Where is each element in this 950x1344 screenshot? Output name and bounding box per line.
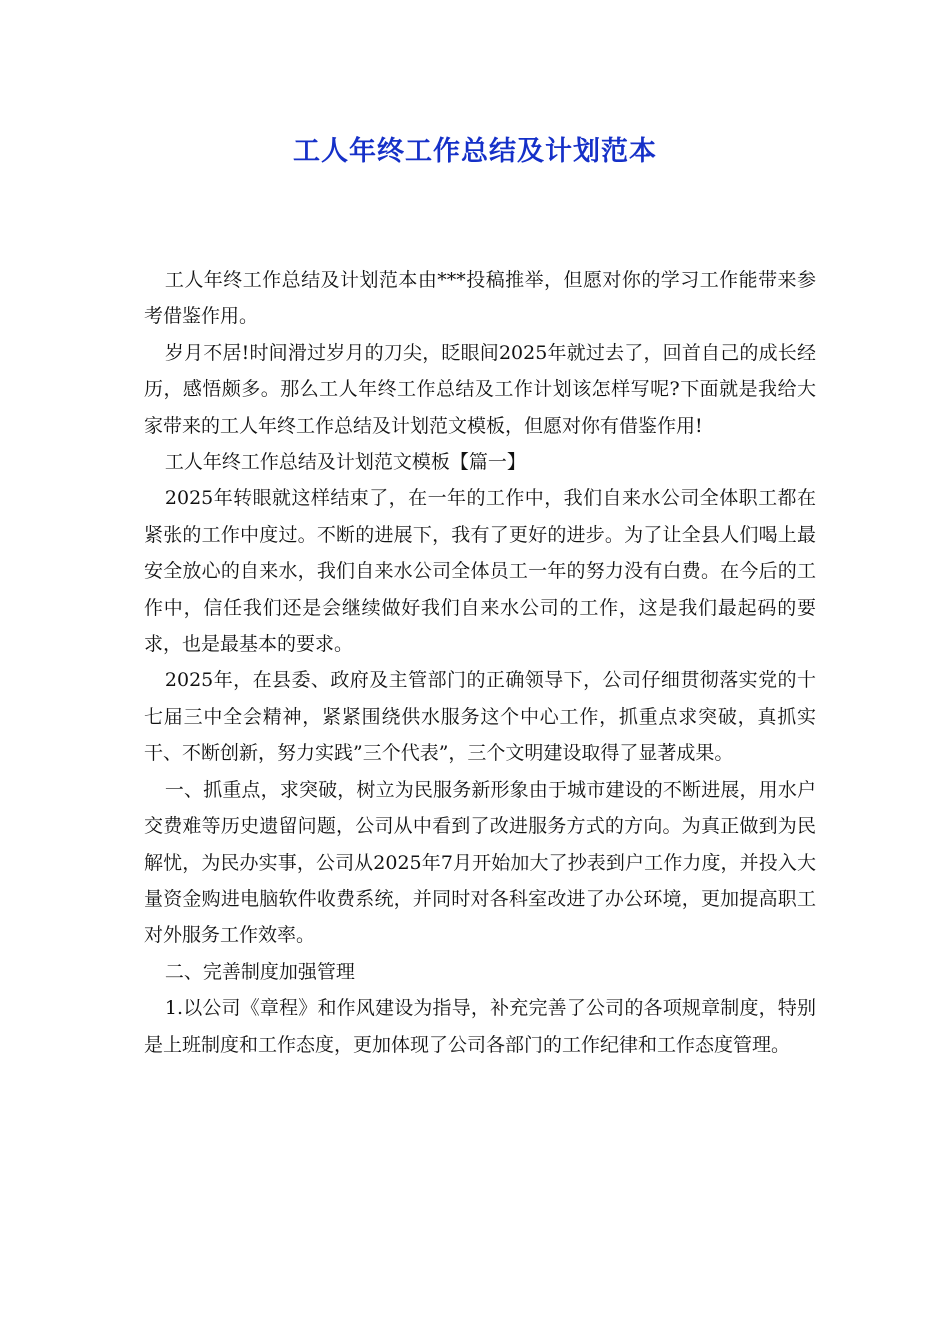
paragraph-item-two-point-one: 1.以公司《章程》和作风建设为指导，补充完善了公司的各项规章制度，特别是上班制度和工作态度，更加体现了公司各部门的工作纪律和工作态度管理。 <box>144 997 816 1056</box>
paragraph-preface: 岁月不居!时间滑过岁月的刀尖，眨眼间2025年就过去了，回首自己的成长经历，感悟颇多。那么工人年终工作总结及工作计划该怎样写呢?下面就是我给大家带来的工人年终工作总结及计划范文模板，但愿对你有借鉴作用! <box>144 341 816 437</box>
section-heading-item-two: 二、完善制度加强管理 <box>164 960 355 983</box>
paragraph-year-summary: 2025年转眼就这样结束了，在一年的工作中，我们自来水公司全体职工都在紧张的工作中度过。不断的进展下，我有了更好的进步。为了让全县人们喝上最安全放心的自来水，我们自来水公司全体员工一年的努力没有白费。在今后的工作中，信任我们还是会继续做好我们自来水公司的工作，这是我们最起码的要求，也是最基本的要求。 <box>144 487 816 656</box>
paragraph-item-one: 一、抓重点，求突破，树立为民服务新形象由于城市建设的不断进展，用水户交费难等历史遗留问题，公司从中看到了改进服务方式的方向。为真正做到为民解忧，为民办实事，公司从2025年7月开始加大了抄表到户工作力度，并投入大量资金购进电脑软件收费系统，并同时对各科室改进了办公环境，更加提高职工对外服务工作效率。 <box>144 778 816 947</box>
document-title: 工人年终工作总结及计划范本 <box>293 136 657 167</box>
paragraph-intro: 工人年终工作总结及计划范本由***投稿推举，但愿对你的学习工作能带来参考借鉴作用。 <box>144 269 816 328</box>
document-body <box>144 262 816 1063</box>
section-heading-part-one: 工人年终工作总结及计划范文模板【篇一】 <box>164 451 526 474</box>
paragraph-achievements: 2025年，在县委、政府及主管部门的正确领导下，公司仔细贯彻落实党的十七届三中全会精神，紧紧围绕供水服务这个中心工作，抓重点求突破，真抓实干、不断创新，努力实践”三个代表”，三个文明建设取得了显著成果。 <box>144 669 816 765</box>
